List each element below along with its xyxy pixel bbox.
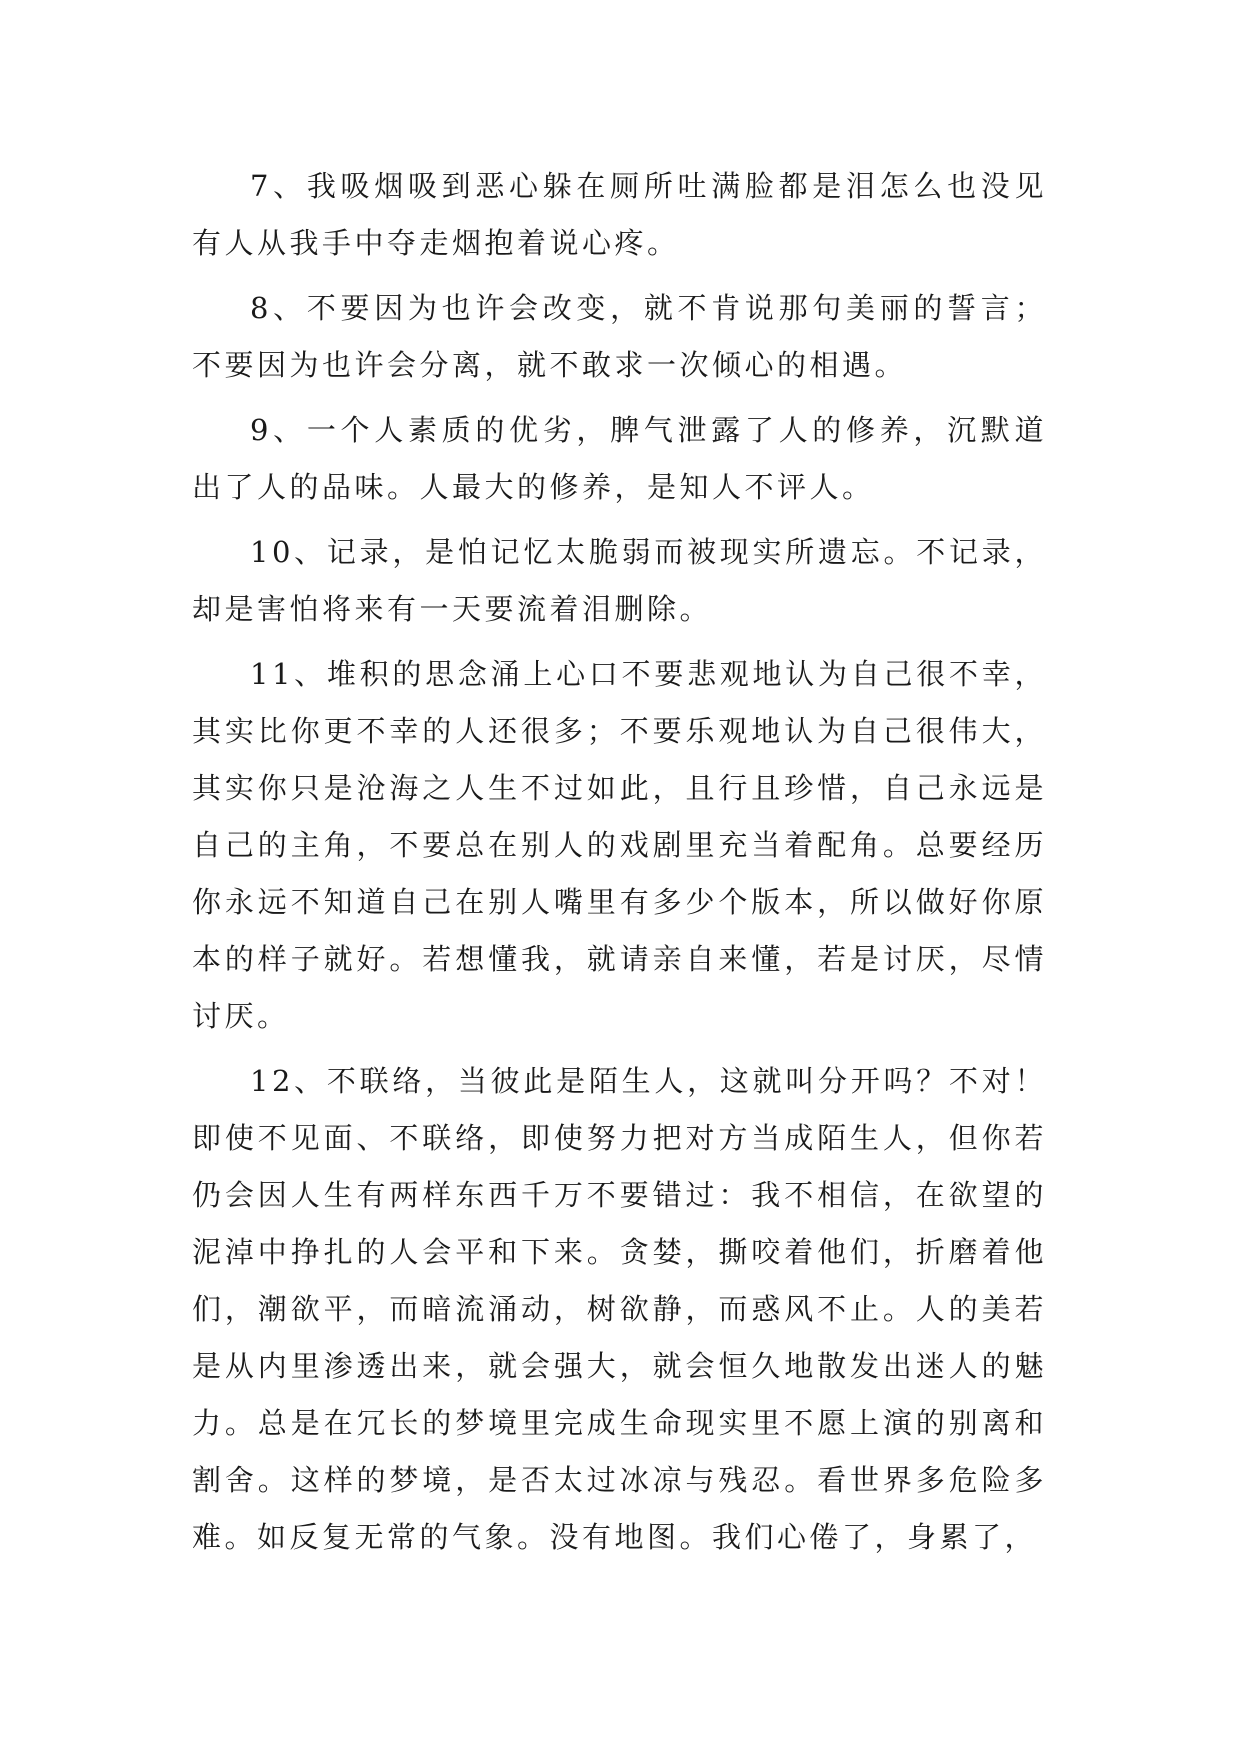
paragraph-9: 9、一个人素质的优劣，脾气泄露了人的修养，沉默道出了人的品味。人最大的修养，是知人不评人。 bbox=[192, 413, 1047, 504]
paragraph-12: 12、不联络，当彼此是陌生人，这就叫分开吗？不对！即使不见面、不联络，即使努力把对方当成陌生人，但你若仍会因人生有两样东西千万不要错过：我不相信，在欲望的泥淖中挣扎的人会平和下来。贪婪，撕咬着他们，折磨着他们，潮欲平，而暗流涌动，树欲静，而惑风不止。人的美若是从内里渗透出来，就会强大，就会恒久地散发出迷人的魅力。总是在冗长的梦境里完成生命现实里不愿上演的别离和割舍。这样的梦境，是否太过冰凉与残忍。看世界多危险多难。如反复无常的气象。没有地图。我们心倦了，身累了， bbox=[192, 1064, 1047, 1554]
paragraph-7: 7、我吸烟吸到恶心躲在厕所吐满脸都是泪怎么也没见有人从我手中夺走烟抱着说心疼。 bbox=[192, 169, 1047, 260]
paragraph-10: 10、记录，是怕记忆太脆弱而被现实所遗忘。不记录，却是害怕将来有一天要流着泪删除。 bbox=[192, 535, 1047, 626]
paragraph-11: 11、堆积的思念涌上心口不要悲观地认为自己很不幸，其实比你更不幸的人还很多；不要乐观地认为自己很伟大，其实你只是沧海之人生不过如此，且行且珍惜，自己永远是自己的主角，不要总在别人的戏剧里充当着配角。总要经历你永远不知道自己在别人嘴里有多少个版本，所以做好你原本的样子就好。若想懂我，就请亲自来懂，若是讨厌，尽情讨厌。 bbox=[192, 657, 1047, 1033]
document-body bbox=[192, 158, 1047, 1574]
paragraph-8: 8、不要因为也许会改变，就不肯说那句美丽的誓言；不要因为也许会分离，就不敢求一次倾心的相遇。 bbox=[192, 291, 1047, 382]
